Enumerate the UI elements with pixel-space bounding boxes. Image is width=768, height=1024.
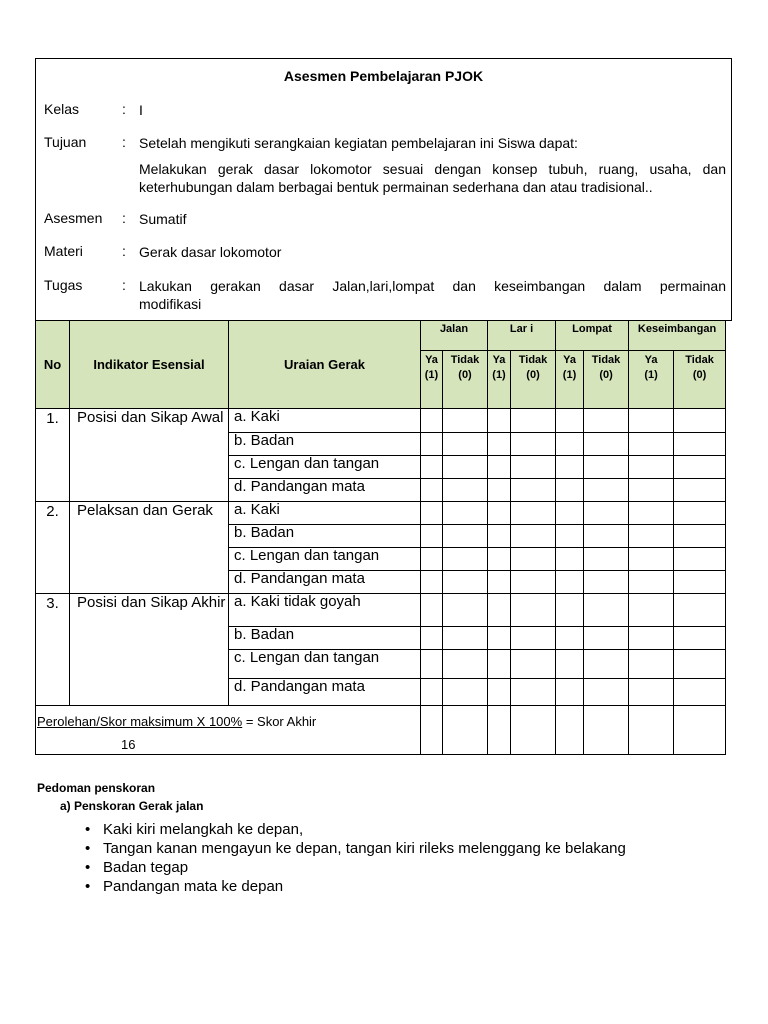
score-cell[interactable] [629, 479, 674, 502]
pedoman-title: Pedoman penskoran [37, 781, 156, 795]
tugas-value-b: modifikasi [139, 296, 202, 312]
score-cell[interactable] [443, 502, 488, 525]
score-cell[interactable] [421, 650, 443, 679]
score-cell[interactable] [556, 571, 584, 594]
table-row [36, 502, 726, 525]
score-cell[interactable] [443, 479, 488, 502]
row-number: 3. [36, 594, 70, 706]
score-cell[interactable] [556, 679, 584, 706]
subheader-tidak: Tidak (0) [584, 351, 629, 409]
header-uraian: Uraian Gerak [229, 321, 421, 409]
materi-value: Gerak dasar lokomotor [139, 244, 282, 260]
score-cell[interactable] [629, 571, 674, 594]
tujuan-value-2a: Melakukan gerak dasar lokomotor sesuai dengan konsep tubuh, ruang, usaha, dan [139, 161, 726, 177]
asesmen-value: Sumatif [139, 211, 187, 227]
score-cell[interactable] [584, 456, 629, 479]
score-cell[interactable] [488, 706, 511, 755]
score-cell[interactable] [629, 706, 674, 755]
score-cell[interactable] [674, 479, 726, 502]
score-cell[interactable] [488, 433, 511, 456]
score-result-text: = Skor Akhir [242, 714, 317, 729]
uraian-cell: b. Badan [229, 525, 421, 548]
score-cell[interactable] [511, 433, 556, 456]
table-row [36, 594, 726, 627]
score-cell[interactable] [511, 525, 556, 548]
score-cell[interactable] [556, 627, 584, 650]
score-cell[interactable] [511, 456, 556, 479]
score-cell[interactable] [629, 594, 674, 627]
subheader-ya: Ya (1) [421, 351, 443, 409]
indikator-cell: Pelaksan dan Gerak [70, 502, 229, 594]
uraian-cell: b. Badan [229, 627, 421, 650]
uraian-cell: c. Lengan dan tangan [229, 456, 421, 479]
uraian-cell: a. Kaki tidak goyah [229, 594, 421, 627]
score-cell[interactable] [488, 409, 511, 433]
score-cell[interactable] [488, 679, 511, 706]
assessment-table [35, 320, 726, 755]
subheader-tidak: Tidak (0) [674, 351, 726, 409]
uraian-cell: d. Pandangan mata [229, 479, 421, 502]
score-cell[interactable] [674, 650, 726, 679]
tugas-label: Tugas [44, 277, 83, 293]
table-body [36, 409, 726, 706]
subheader-ya: Ya (1) [556, 351, 584, 409]
table-footer-row [36, 706, 726, 755]
score-cell[interactable] [556, 456, 584, 479]
score-cell[interactable] [584, 548, 629, 571]
score-cell[interactable] [556, 525, 584, 548]
page-title: Asesmen Pembelajaran PJOK [283, 68, 484, 84]
header-indikator: Indikator Esensial [70, 321, 229, 409]
score-cell[interactable] [488, 525, 511, 548]
kelas-value: I [139, 102, 143, 118]
score-cell[interactable] [511, 548, 556, 571]
score-cell[interactable] [511, 594, 556, 627]
tujuan-label: Tujuan [44, 134, 87, 150]
score-cell[interactable] [421, 706, 443, 755]
score-cell[interactable] [674, 525, 726, 548]
score-cell[interactable] [421, 525, 443, 548]
score-cell[interactable] [629, 679, 674, 706]
score-cell[interactable] [421, 433, 443, 456]
score-cell[interactable] [584, 650, 629, 679]
score-cell[interactable] [556, 479, 584, 502]
score-cell[interactable] [629, 650, 674, 679]
score-cell[interactable] [421, 627, 443, 650]
score-cell[interactable] [629, 525, 674, 548]
pedoman-item: • Pandangan mata ke depan [85, 877, 626, 896]
score-cell[interactable] [511, 627, 556, 650]
score-cell[interactable] [629, 627, 674, 650]
score-cell[interactable] [674, 409, 726, 433]
score-cell[interactable] [443, 433, 488, 456]
score-cell[interactable] [584, 502, 629, 525]
score-formula-text: Perolehan/Skor maksimum X 100% [37, 714, 243, 729]
score-cell[interactable] [421, 479, 443, 502]
score-cell[interactable] [488, 650, 511, 679]
score-cell[interactable] [511, 706, 556, 755]
score-cell[interactable] [421, 456, 443, 479]
tujuan-value-1: Setelah mengikuti serangkaian kegiatan pembelajaran ini Siswa dapat: [139, 135, 578, 151]
score-cell[interactable] [488, 479, 511, 502]
header-no: No [36, 321, 70, 409]
tugas-colon: : [122, 277, 126, 293]
score-cell[interactable] [443, 706, 488, 755]
score-cell[interactable] [584, 706, 629, 755]
score-cell[interactable] [629, 409, 674, 433]
uraian-cell: c. Lengan dan tangan [229, 650, 421, 679]
uraian-cell: a. Kaki [229, 502, 421, 525]
asesmen-label: Asesmen [44, 210, 103, 226]
kelas-label: Kelas [44, 101, 80, 117]
indikator-cell: Posisi dan Sikap Akhir [70, 594, 229, 706]
score-cell[interactable] [674, 548, 726, 571]
score-cell[interactable] [674, 706, 726, 755]
score-max: 16 [121, 737, 136, 752]
pedoman-list [85, 820, 626, 896]
score-cell[interactable] [443, 456, 488, 479]
tujuan-colon: : [122, 134, 126, 150]
subheader-ya: Ya (1) [629, 351, 674, 409]
pedoman-item: • Badan tegap [85, 858, 626, 877]
score-cell[interactable] [556, 409, 584, 433]
score-cell[interactable] [443, 409, 488, 433]
score-cell[interactable] [421, 409, 443, 433]
header-keseimbangan: Keseimbangan [629, 321, 726, 351]
score-cell[interactable] [421, 594, 443, 627]
score-cell[interactable] [584, 571, 629, 594]
score-cell[interactable] [443, 627, 488, 650]
score-cell[interactable] [674, 502, 726, 525]
score-cell[interactable] [488, 594, 511, 627]
score-cell[interactable] [584, 679, 629, 706]
pedoman-item: • Kaki kiri melangkah ke depan, [85, 820, 626, 839]
score-cell[interactable] [421, 679, 443, 706]
header-jalan: Jalan [421, 321, 488, 351]
materi-label: Materi [44, 243, 83, 259]
score-cell[interactable] [556, 548, 584, 571]
score-cell[interactable] [674, 627, 726, 650]
score-formula [36, 706, 421, 755]
uraian-cell: b. Badan [229, 433, 421, 456]
header-box [35, 58, 732, 321]
score-cell[interactable] [443, 525, 488, 548]
score-cell[interactable] [629, 502, 674, 525]
pedoman-item: • Tangan kanan mengayun ke depan, tangan kiri rileks melenggang ke belakang [85, 839, 626, 858]
row-number: 1. [36, 409, 70, 502]
score-cell[interactable] [556, 433, 584, 456]
score-cell[interactable] [556, 706, 584, 755]
score-cell[interactable] [511, 650, 556, 679]
uraian-cell: a. Kaki [229, 409, 421, 433]
score-cell[interactable] [584, 479, 629, 502]
score-cell[interactable] [674, 594, 726, 627]
score-cell[interactable] [556, 650, 584, 679]
subheader-tidak: Tidak (0) [443, 351, 488, 409]
score-cell[interactable] [421, 548, 443, 571]
subheader-ya: Ya (1) [488, 351, 511, 409]
score-cell[interactable] [674, 456, 726, 479]
score-cell[interactable] [674, 571, 726, 594]
score-cell[interactable] [488, 502, 511, 525]
header-lompat: Lompat [556, 321, 629, 351]
score-cell[interactable] [674, 679, 726, 706]
uraian-cell: d. Pandangan mata [229, 679, 421, 706]
score-cell[interactable] [584, 627, 629, 650]
score-cell[interactable] [443, 594, 488, 627]
tugas-value-a: Lakukan gerakan dasar Jalan,lari,lompat dan keseimbangan dalam permainan [139, 278, 726, 294]
uraian-cell: c. Lengan dan tangan [229, 548, 421, 571]
score-cell[interactable] [584, 594, 629, 627]
table-row [36, 409, 726, 433]
score-cell[interactable] [511, 479, 556, 502]
materi-colon: : [122, 243, 126, 259]
score-cell[interactable] [421, 502, 443, 525]
score-cell[interactable] [584, 409, 629, 433]
kelas-colon: : [122, 101, 126, 117]
pedoman-subtitle: a) Penskoran Gerak jalan [60, 799, 204, 813]
score-cell[interactable] [443, 679, 488, 706]
indikator-cell: Posisi dan Sikap Awal [70, 409, 229, 502]
score-cell[interactable] [584, 525, 629, 548]
score-cell[interactable] [443, 548, 488, 571]
header-lari: Lar i [488, 321, 556, 351]
score-cell[interactable] [629, 433, 674, 456]
uraian-cell: d. Pandangan mata [229, 571, 421, 594]
score-cell[interactable] [488, 627, 511, 650]
score-cell[interactable] [488, 456, 511, 479]
subheader-tidak: Tidak (0) [511, 351, 556, 409]
score-cell[interactable] [421, 571, 443, 594]
score-cell[interactable] [629, 548, 674, 571]
score-cell[interactable] [629, 456, 674, 479]
score-cell[interactable] [511, 679, 556, 706]
score-cell[interactable] [443, 650, 488, 679]
score-cell[interactable] [556, 594, 584, 627]
score-cell[interactable] [488, 571, 511, 594]
score-cell[interactable] [488, 548, 511, 571]
score-cell[interactable] [674, 433, 726, 456]
score-cell[interactable] [443, 571, 488, 594]
score-cell[interactable] [556, 502, 584, 525]
table-header-row [36, 321, 726, 351]
tujuan-value-2b: keterhubungan dalam berbagai bentuk permainan sederhana dan atau tradisional.. [139, 179, 653, 195]
row-number: 2. [36, 502, 70, 594]
score-cell[interactable] [584, 433, 629, 456]
score-cell[interactable] [511, 409, 556, 433]
asesmen-colon: : [122, 210, 126, 226]
score-cell[interactable] [511, 571, 556, 594]
score-cell[interactable] [511, 502, 556, 525]
